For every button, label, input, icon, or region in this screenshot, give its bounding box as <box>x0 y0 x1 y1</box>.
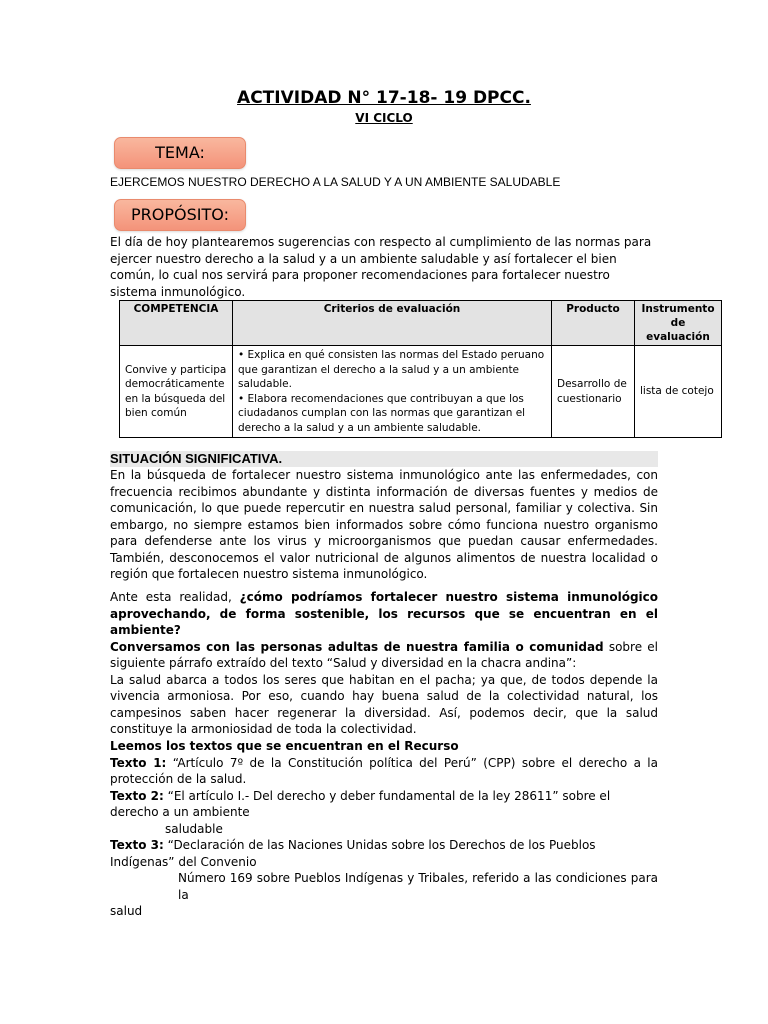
tema-label-box <box>114 137 246 169</box>
p2-lead: Ante esta realidad, <box>110 590 240 604</box>
header-producto: Producto <box>552 301 635 346</box>
situacion-paragraph-4: La salud abarca a todos los seres que habitan en el pacha; ya que, de todos depende la vivencia armoniosa. Por eso, cuando hay buena salud de la colectividad natural, los campesinos saben hacer regenerar la diversidad. Así, podemos decir, que la salud constituye la armoniosidad de toda la colectividad. <box>110 672 658 736</box>
table-row <box>120 346 722 438</box>
texto-2-continuation: saludable <box>165 821 223 836</box>
texto-3 <box>110 837 658 870</box>
p2-question: ¿cómo podríamos fortalecer nuestro sistema inmunológico aprovechando, de forma sostenible, los recursos que se encuentran en el ambiente? <box>110 590 659 637</box>
proposito-label: PROPÓSITO: <box>131 205 229 224</box>
header-instrumento: Instrumento de evaluación <box>635 301 722 346</box>
cell-producto: Desarrollo de cuestionario <box>552 346 635 438</box>
recurso-block <box>110 738 658 920</box>
situacion-paragraph-2 <box>110 589 658 639</box>
evaluation-table <box>119 300 722 438</box>
texto-2-label: Texto 2: <box>110 788 164 803</box>
document-subtitle: VI CICLO <box>355 111 413 125</box>
table-header-row <box>120 301 722 346</box>
p3-bold: Conversamos con las personas adultas de nuestra familia o comunidad <box>110 639 604 654</box>
proposito-text: El día de hoy plantearemos sugerencias con respecto al cumplimiento de las normas para ejercer nuestro derecho a la salud y a un ambiente saludable y así fortalecer el bien común, lo cual nos servirá para proponer recomendaciones para fortalecer nuestro sistema inmunológico. <box>110 235 652 299</box>
header-competencia: COMPETENCIA <box>120 301 233 346</box>
texto-1-label: Texto 1: <box>110 755 167 770</box>
header-criterios: Criterios de evaluación <box>233 301 552 346</box>
p3-rest: sobre el siguiente párrafo extraído del texto “Salud y diversidad en la chacra andina”: <box>110 639 658 670</box>
texto-3-end: salud <box>110 904 143 918</box>
tema-label: TEMA: <box>155 143 205 162</box>
situacion-heading: SITUACIÓN SIGNIFICATIVA. <box>110 451 658 467</box>
criterio-2: • Elabora recomendaciones que contribuyan a que los ciudadanos cumplan con las normas que garantizan el derecho a la salud y a un ambiente saludable. <box>238 392 526 434</box>
cell-competencia: Convive y participa democráticamente en la búsqueda del bien común <box>120 346 233 438</box>
situacion-paragraph-1: En la búsqueda de fortalecer nuestro sistema inmunológico ante las enfermedades, con frecuencia recibimos abundante y distinta información de diversas fuentes y medios de comunicación, lo que puede repercutir en nuestra salud personal, familiar y colectiva. Sin embargo, no siempre estamos bien informados sobre cómo funciona nuestro organismo para defenderse ante los virus y microorganismos que puedan causar enfermedades. También, desconocemos el valor nutricional de algunos alimentos de nuestra localidad o región que fortalecen nuestro sistema inmunológico. <box>110 468 658 581</box>
texto-3-text: “Declaración de las Naciones Unidas sobre los Derechos de los Pueblos Indígenas” del Convenio <box>110 838 596 869</box>
cell-instrumento: lista de cotejo <box>635 346 722 438</box>
situacion-paragraph-3 <box>110 639 658 672</box>
situacion-block <box>110 589 658 738</box>
criterio-1: • Explica en qué consisten las normas del Estado peruano que garantizan el derecho a la salud y a un ambiente saludable. <box>238 349 545 390</box>
proposito-label-box <box>114 199 246 231</box>
recurso-heading: Leemos los textos que se encuentran en el Recurso <box>110 739 459 753</box>
texto-2 <box>110 788 658 821</box>
cell-criterios <box>233 346 552 438</box>
texto-1 <box>110 755 658 788</box>
texto-2-text: “El artículo I.- Del derecho y deber fundamental de la ley 28611” sobre el derecho a un ambiente <box>110 788 611 819</box>
texto-3-label: Texto 3: <box>110 838 164 852</box>
tema-text: EJERCEMOS NUESTRO DERECHO A LA SALUD Y A UN AMBIENTE SALUDABLE <box>110 175 561 189</box>
texto-1-text: “Artículo 7º de la Constitución política del Perú” (CPP) sobre el derecho a la protección de la salud. <box>110 755 658 786</box>
document-title: ACTIVIDAD N° 17-18- 19 DPCC. <box>237 88 531 108</box>
texto-3-continuation: Número 169 sobre Pueblos Indígenas y Tribales, referido a las condiciones para la <box>178 871 658 902</box>
